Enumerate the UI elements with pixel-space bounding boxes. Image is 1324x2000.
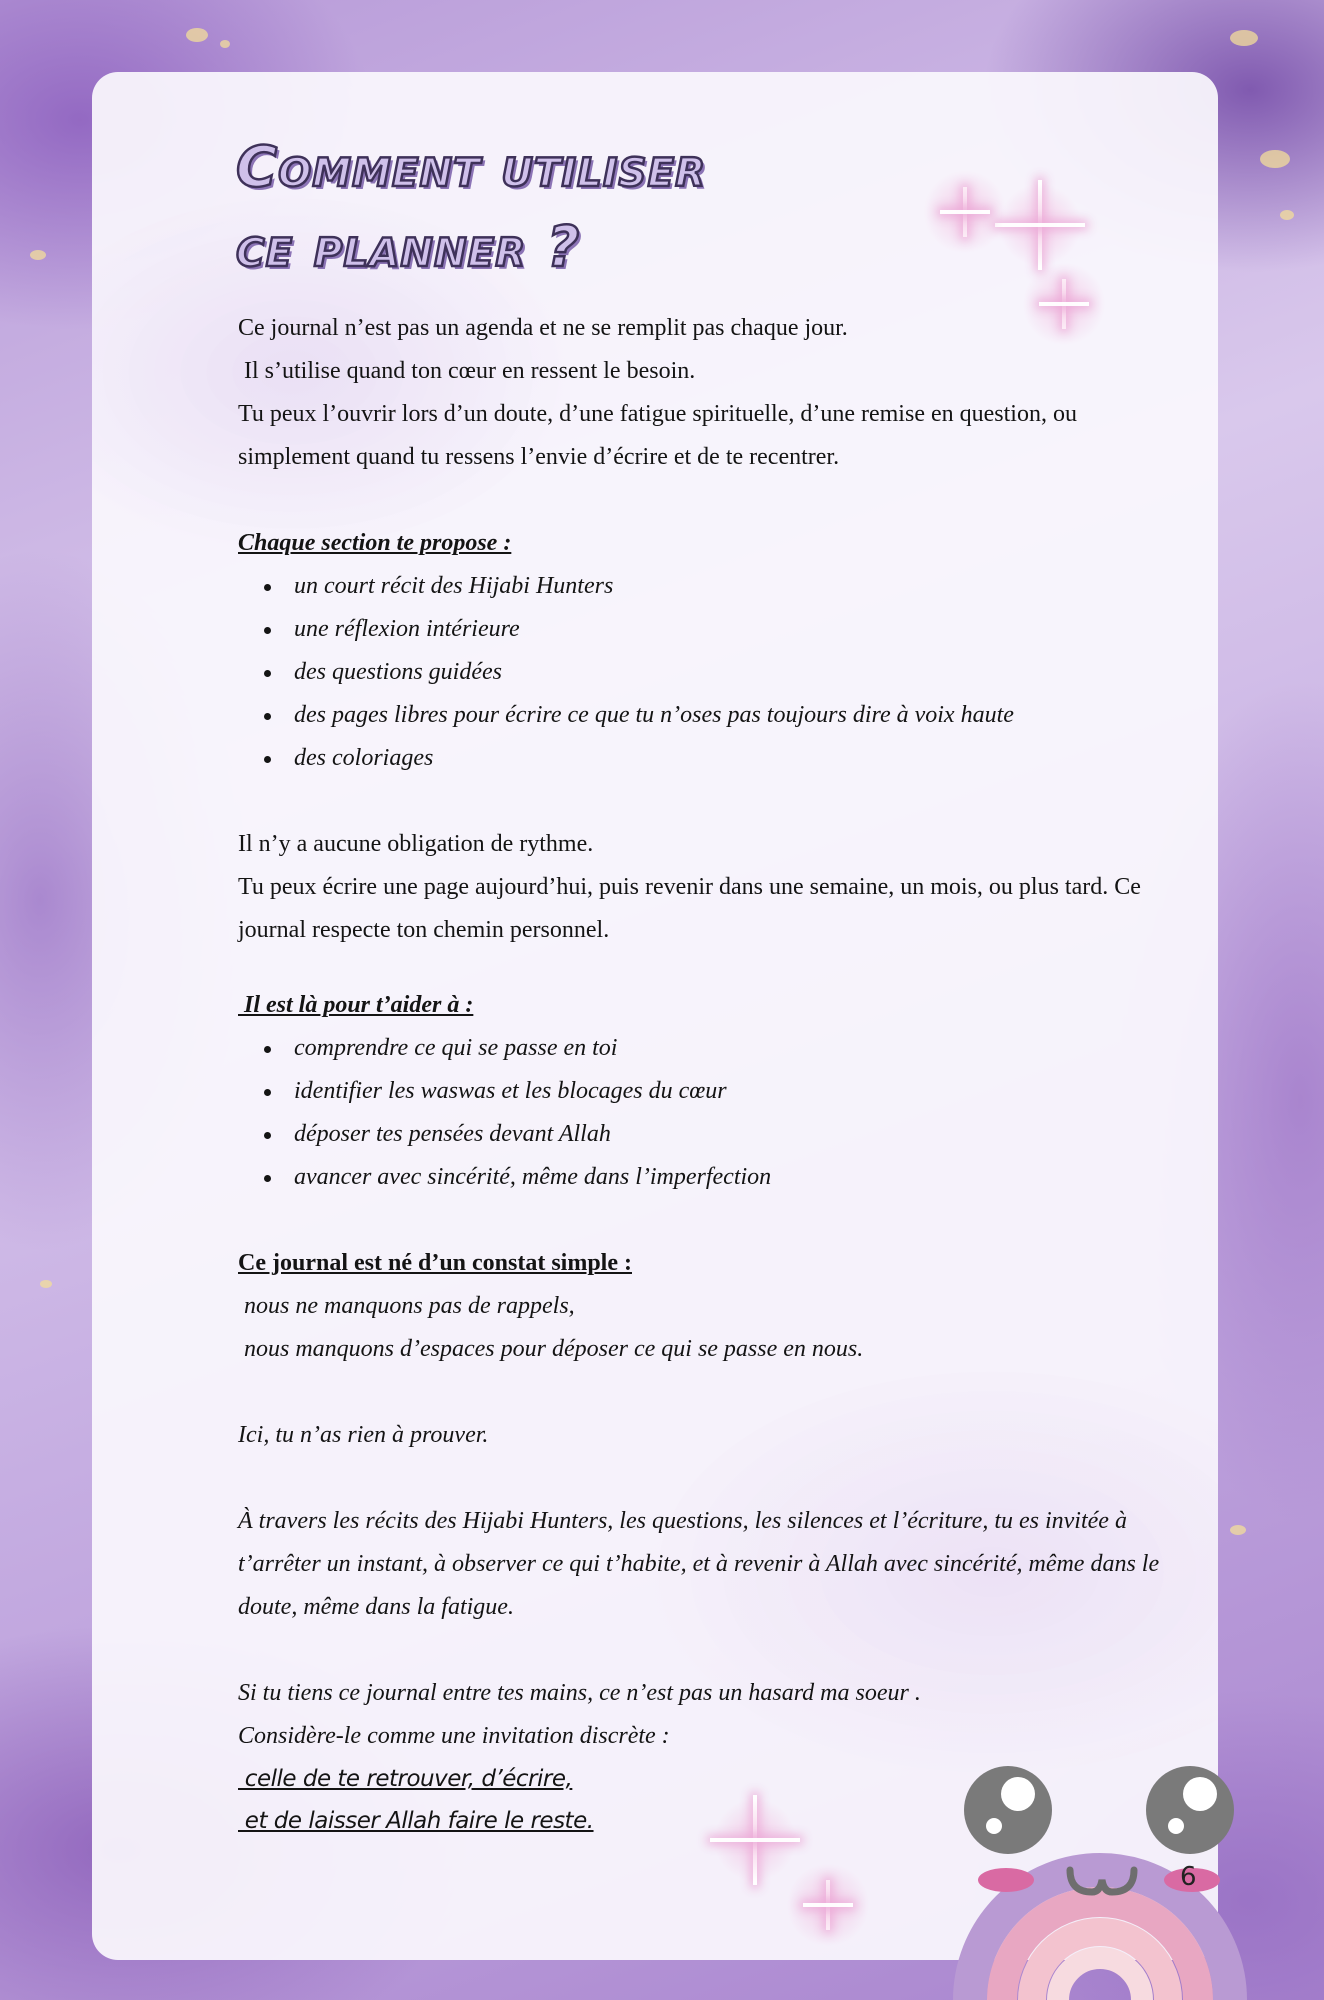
gold-fleck (220, 40, 230, 48)
rhythm-line-1: Il n’y a aucune obligation de rythme. (238, 831, 594, 857)
handwritten-line-2: et de laisser Allah faire le reste. (238, 1808, 594, 1834)
hands-text: Si tu tiens ce journal entre tes mains, ce n’est pas un hasard ma soeur . (238, 1680, 921, 1706)
invitation-text: Considère-le comme une invitation discrète : (238, 1723, 670, 1749)
section-list (238, 565, 1188, 780)
rhythm-line-2: Tu peux écrire une page aujourd’hui, puis revenir dans une semaine, un mois, ou plus tard. Ce journal respecte ton chemin personnel. (238, 874, 1141, 943)
list-item: un court récit des Hijabi Hunters (294, 565, 1188, 608)
list-item: comprendre ce qui se passe en toi (294, 1027, 1188, 1070)
title-line-1: Comment utiliser (236, 135, 707, 200)
list-item: des pages libres pour écrire ce que tu n’oses pas toujours dire à voix haute (294, 694, 1188, 737)
handwritten-line-1: celle de te retrouver, d’écrire, (238, 1766, 573, 1792)
section-heading-help: Il est là pour t’aider à : (238, 992, 474, 1018)
list-item: une réflexion intérieure (294, 608, 1188, 651)
intro-line-1: Ce journal n’est pas un agenda et ne se remplit pas chaque jour. (238, 315, 848, 341)
gold-fleck (186, 28, 208, 42)
list-item: des coloriages (294, 737, 1188, 780)
title-line-2: ce planner ? (236, 215, 581, 280)
mascot-eye-left (964, 1766, 1052, 1854)
gold-fleck (30, 250, 46, 260)
page-title (236, 128, 706, 288)
gold-fleck (1260, 150, 1290, 168)
list-item: déposer tes pensées devant Allah (294, 1113, 1188, 1156)
mascot-eye-right (1146, 1766, 1234, 1854)
gold-fleck (1230, 30, 1258, 46)
gold-fleck (1280, 210, 1294, 220)
origin-line-2: nous manquons d’espaces pour déposer ce qui se passe en nous. (238, 1336, 864, 1362)
list-item: avancer avec sincérité, même dans l’imperfection (294, 1156, 1188, 1199)
rainbow-mascot-icon (950, 1730, 1250, 2000)
section-heading-origin: Ce journal est né d’un constat simple : (238, 1250, 632, 1276)
gold-fleck (40, 1280, 52, 1288)
origin-line-1: nous ne manquons pas de rappels, (238, 1293, 575, 1319)
help-list (238, 1027, 1188, 1199)
journey-text: À travers les récits des Hijabi Hunters, les questions, les silences et l’écriture, tu es invitée à t’arrêter un instant, à observer ce qui t’habite, et à revenir à Allah avec sincérité, même dans le doute, même dans la fatigue. (238, 1508, 1160, 1620)
list-item: des questions guidées (294, 651, 1188, 694)
gold-fleck (1230, 1525, 1246, 1535)
list-item: identifier les waswas et les blocages du cœur (294, 1070, 1188, 1113)
intro-line-2: Il s’utilise quand ton cœur en ressent le besoin. (238, 358, 696, 384)
section-heading-sections: Chaque section te propose : (238, 530, 512, 556)
page-number: 6 (1180, 1862, 1197, 1892)
mascot-cheek-left (978, 1868, 1034, 1892)
intro-line-3: Tu peux l’ouvrir lors d’un doute, d’une fatigue spirituelle, d’une remise en question, ou simplement quand tu ressens l’envie d’écrire et de te recentrer. (238, 401, 1077, 470)
page-content (238, 307, 1188, 1842)
prove-text: Ici, tu n’as rien à prouver. (238, 1422, 489, 1448)
